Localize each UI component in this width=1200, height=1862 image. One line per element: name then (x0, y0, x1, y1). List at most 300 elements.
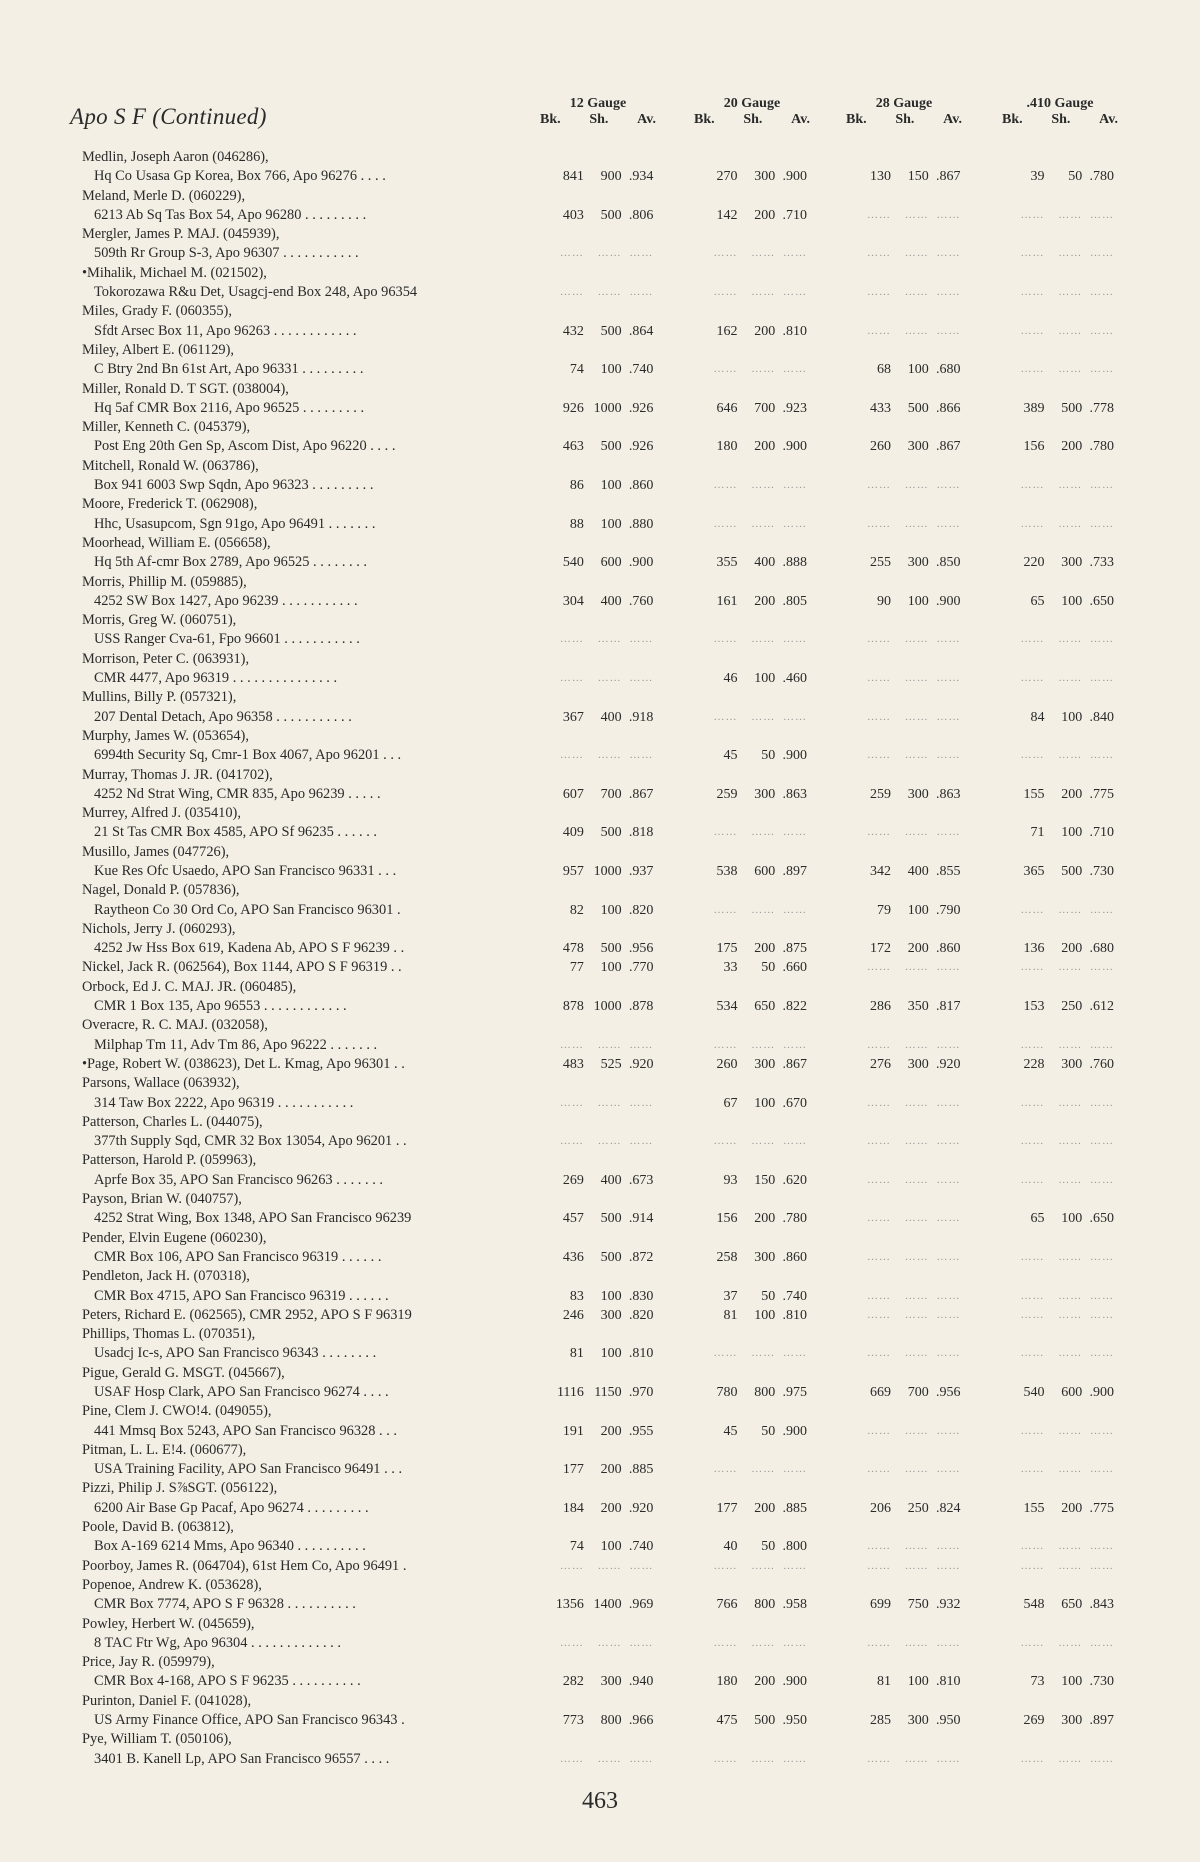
empty-score-dots: …… (782, 363, 807, 376)
empty-score-dots: …… (1020, 208, 1045, 221)
birds-broken: 177 (716, 1500, 738, 1516)
gauge-score (1008, 244, 1114, 263)
gauge-score (855, 1287, 961, 1306)
average: .958 (782, 1597, 807, 1613)
birds-broken: 33 (723, 960, 738, 976)
member-address: CMR Box 106, APO San Francisco 96319 . . . . . . (94, 1248, 382, 1265)
gauge-score (1008, 1344, 1114, 1363)
member-name: Meland, Merle D. (060229), (82, 187, 246, 204)
shots: 300 (907, 1713, 929, 1729)
empty-score-dots: …… (866, 517, 891, 530)
gauge-score (701, 167, 807, 186)
empty-score-dots: …… (1089, 1038, 1114, 1051)
score-row (82, 958, 1162, 977)
member-name: Miller, Kenneth C. (045379), (82, 419, 251, 436)
page-title: Apo S F (Continued) (70, 104, 267, 129)
member-name: Moore, Frederick T. (062908), (82, 496, 258, 513)
score-row (82, 1306, 1162, 1325)
gauge-score (855, 1537, 961, 1556)
shots: 200 (754, 1211, 776, 1227)
member-name: Moorhead, William E. (056658), (82, 534, 271, 551)
empty-score-dots: …… (782, 1636, 807, 1649)
gauge-score (701, 1306, 807, 1325)
gauge-score (548, 862, 654, 881)
empty-score-dots: …… (1020, 286, 1045, 299)
member-name: Morris, Phillip M. (059885), (82, 573, 247, 590)
score-row (82, 901, 1162, 920)
shots: 600 (754, 863, 776, 879)
member-address: Peters, Richard E. (062565), CMR 2952, APO S F 96319 (82, 1306, 412, 1323)
gauge-score (548, 476, 654, 495)
shots: 650 (1061, 1597, 1083, 1613)
gauge-score (548, 997, 654, 1016)
gauge-score (548, 1750, 654, 1769)
shots: 400 (907, 863, 929, 879)
birds-broken: 180 (716, 439, 738, 455)
shots: 100 (600, 1288, 622, 1304)
empty-score-dots: …… (866, 710, 891, 723)
shots: 500 (754, 1713, 776, 1729)
empty-score-dots: …… (1058, 286, 1083, 299)
average: .780 (1089, 169, 1114, 185)
empty-score-dots: …… (782, 286, 807, 299)
empty-score-dots: …… (1020, 479, 1045, 492)
score-row (82, 476, 1162, 495)
average: .900 (1089, 1385, 1114, 1400)
empty-score-dots: …… (936, 1752, 961, 1765)
score-row (82, 437, 1162, 456)
empty-score-dots: …… (629, 1038, 654, 1051)
score-row (82, 1383, 1162, 1402)
member-name: Medlin, Joseph Aaron (046286), (82, 149, 269, 165)
empty-score-dots: …… (936, 1636, 961, 1649)
birds-broken: 180 (716, 1674, 738, 1690)
gauge-score (1008, 785, 1114, 804)
gauge-score (1008, 437, 1114, 456)
empty-score-dots: …… (1089, 1135, 1114, 1148)
member-address: 3401 B. Kanell Lp, APO San Francisco 96557 . . . . (94, 1750, 390, 1767)
average: .822 (782, 999, 807, 1015)
average: .780 (1089, 439, 1114, 455)
score-row (82, 1036, 1162, 1055)
birds-broken: 77 (569, 960, 584, 976)
gauge-score (548, 630, 654, 649)
member-address: 4252 Nd Strat Wing, CMR 835, Apo 96239 . . . . . (94, 785, 381, 802)
list-item (82, 650, 1162, 689)
average: .850 (935, 555, 961, 571)
empty-score-dots: …… (713, 903, 738, 916)
empty-score-dots: …… (751, 1038, 776, 1051)
list-item (82, 611, 1162, 650)
shots: 500 (600, 825, 622, 841)
empty-score-dots: …… (1058, 324, 1083, 337)
birds-broken: 81 (723, 1307, 738, 1323)
list-item (82, 688, 1162, 727)
average: .620 (782, 1172, 807, 1188)
empty-score-dots: …… (597, 672, 622, 685)
empty-score-dots: …… (936, 1559, 961, 1572)
empty-score-dots: …… (1058, 633, 1083, 646)
birds-broken: 463 (562, 439, 584, 455)
birds-broken: 90 (876, 593, 891, 609)
gauge-score (701, 1557, 807, 1576)
empty-score-dots: …… (904, 286, 929, 299)
empty-score-dots: …… (904, 1540, 929, 1553)
average: .920 (628, 1500, 654, 1516)
empty-score-dots: …… (936, 1308, 961, 1321)
average: .775 (1089, 786, 1114, 802)
average: .885 (782, 1500, 807, 1516)
gauge-score (1008, 206, 1114, 225)
birds-broken: 84 (1030, 709, 1045, 725)
gauge-score (1008, 939, 1114, 958)
birds-broken: 538 (716, 863, 738, 879)
shots: 200 (754, 593, 776, 609)
average: .866 (935, 400, 961, 416)
gauge-score (548, 437, 654, 456)
gauge-score (548, 708, 654, 727)
gauge-score (1008, 1750, 1114, 1769)
gauge-score (855, 1383, 961, 1402)
page-number: 463 (582, 1788, 618, 1814)
gauge-score (855, 360, 961, 379)
empty-score-dots: …… (904, 1752, 929, 1765)
empty-score-dots: …… (936, 826, 961, 839)
birds-broken: 184 (562, 1500, 584, 1516)
birds-broken: 228 (1023, 1056, 1045, 1072)
average: .872 (628, 1249, 654, 1265)
average: .740 (628, 362, 654, 378)
empty-score-dots: …… (904, 710, 929, 723)
gauge-score (855, 437, 961, 456)
shots: 100 (1061, 593, 1083, 609)
gauge-score (1008, 1422, 1114, 1441)
birds-broken: 162 (716, 323, 738, 339)
member-address: Milphap Tm 11, Adv Tm 86, Apo 96222 . . . . . . . (94, 1036, 378, 1053)
gauge-score (548, 1248, 654, 1267)
shots: 100 (1061, 709, 1083, 725)
empty-score-dots: …… (782, 1135, 807, 1148)
list-item (82, 457, 1162, 496)
member-name: Pigue, Gerald G. MSGT. (045667), (82, 1364, 285, 1381)
member-address: •Page, Robert W. (038623), Det L. Kmag, Apo 96301 . . (82, 1055, 405, 1072)
member-address: Sfdt Arsec Box 11, Apo 96263 . . . . . . . . . . . . (94, 322, 357, 339)
gauge-score (701, 1248, 807, 1267)
member-name: Powley, Herbert W. (045659), (82, 1615, 255, 1632)
gauge-column-label: Sh. (743, 112, 763, 127)
average: .867 (935, 169, 961, 185)
average: .956 (935, 1385, 961, 1400)
gauge-score (855, 1750, 961, 1769)
gauge-score (701, 1537, 807, 1556)
shots: 1000 (593, 400, 622, 416)
member-address: USA Training Facility, APO San Francisco 96491 . . . (94, 1461, 403, 1478)
gauge-score (701, 1383, 807, 1402)
empty-score-dots: …… (1020, 633, 1045, 646)
shots: 200 (600, 1462, 622, 1478)
gauge-column-label: Av. (1099, 112, 1118, 127)
empty-score-dots: …… (713, 1463, 738, 1476)
average: .956 (628, 941, 654, 957)
gauge-column-label: Av. (791, 112, 810, 127)
member-address: Raytheon Co 30 Ord Co, APO San Francisco 96301 . (94, 901, 401, 918)
gauge-column-label: Av. (637, 112, 656, 127)
list-item (82, 1557, 1162, 1576)
average: .806 (628, 207, 654, 223)
list-item (82, 1190, 1162, 1229)
empty-score-dots: …… (1058, 1038, 1083, 1051)
shots: 400 (600, 593, 622, 609)
empty-score-dots: …… (936, 1289, 961, 1302)
empty-score-dots: …… (713, 286, 738, 299)
list-item (82, 881, 1162, 920)
empty-score-dots: …… (866, 1096, 891, 1109)
average: .867 (628, 786, 654, 802)
shots: 50 (1068, 169, 1083, 185)
empty-score-dots: …… (597, 1636, 622, 1649)
birds-broken: 534 (716, 999, 738, 1015)
gauge-column-label: Bk. (540, 112, 561, 127)
gauge-score (855, 1499, 961, 1518)
empty-score-dots: …… (782, 903, 807, 916)
gauge-score (1009, 1557, 1115, 1576)
shots: 100 (907, 902, 929, 918)
average: .778 (1089, 400, 1114, 416)
empty-score-dots: …… (751, 363, 776, 376)
empty-score-dots: …… (559, 247, 584, 260)
empty-score-dots: …… (1058, 247, 1083, 260)
shots: 100 (1061, 1674, 1083, 1690)
member-name: Musillo, James (047726), (82, 843, 230, 860)
gauge-score (1008, 515, 1114, 534)
average: .830 (628, 1288, 654, 1304)
empty-score-dots: …… (904, 479, 929, 492)
member-address: 4252 SW Box 1427, Apo 96239 . . . . . . . . . . . (94, 592, 358, 609)
gauge-score (1008, 1132, 1114, 1151)
shots: 500 (600, 1211, 622, 1227)
score-row (82, 1422, 1162, 1441)
birds-broken: 81 (569, 1346, 584, 1362)
gauge-score (548, 1094, 654, 1113)
empty-score-dots: …… (1058, 1308, 1083, 1321)
shots: 100 (1061, 825, 1083, 841)
empty-score-dots: …… (904, 1212, 929, 1225)
average: .897 (782, 863, 807, 879)
gauge-score (855, 1055, 961, 1074)
birds-broken: 39 (1030, 169, 1045, 185)
empty-score-dots: …… (1020, 903, 1045, 916)
gauge-score (1008, 1383, 1114, 1402)
empty-score-dots: …… (1058, 1636, 1083, 1649)
average: .900 (628, 555, 654, 571)
gauge-score (548, 1460, 654, 1479)
gauge-score (1008, 901, 1114, 920)
member-address: 314 Taw Box 2222, Apo 96319 . . . . . . . . . . . (94, 1094, 354, 1111)
member-name: Parsons, Wallace (063932), (82, 1075, 240, 1092)
gauge-column-label: Bk. (694, 112, 715, 127)
gauge-score (548, 244, 654, 263)
gauge-score (548, 1306, 654, 1325)
empty-score-dots: …… (904, 749, 929, 762)
gauge-score (701, 785, 807, 804)
gauge-score (548, 1132, 654, 1151)
empty-score-dots: …… (1089, 1463, 1114, 1476)
gauge-score (855, 1557, 961, 1576)
shots: 500 (600, 941, 622, 957)
empty-score-dots: …… (936, 1250, 961, 1263)
gauge-score (701, 1499, 807, 1518)
empty-score-dots: …… (751, 826, 776, 839)
empty-score-dots: …… (1020, 1173, 1045, 1186)
birds-broken: 73 (1030, 1674, 1045, 1690)
shots: 200 (754, 1674, 776, 1690)
empty-score-dots: …… (1058, 1096, 1083, 1109)
member-address: 6994th Security Sq, Cmr-1 Box 4067, Apo 96201 . . . (94, 747, 402, 764)
shots: 750 (907, 1597, 929, 1613)
gauge-score (548, 1036, 654, 1055)
gauge-score (1008, 553, 1114, 572)
birds-broken: 699 (869, 1597, 891, 1613)
gauge-score (855, 901, 961, 920)
member-name: Price, Jay R. (059979), (82, 1654, 215, 1671)
empty-score-dots: …… (751, 1636, 776, 1649)
empty-score-dots: …… (866, 247, 891, 260)
gauge-score (855, 1672, 961, 1691)
score-row (82, 1750, 1162, 1769)
empty-score-dots: …… (904, 1096, 929, 1109)
birds-broken: 83 (569, 1288, 584, 1304)
empty-score-dots: …… (1089, 208, 1114, 221)
average: .926 (628, 439, 654, 455)
score-row (82, 1287, 1162, 1306)
gauge-score (701, 862, 807, 881)
list-item (82, 958, 1162, 977)
empty-score-dots: …… (597, 1559, 622, 1572)
average: .710 (1089, 825, 1114, 841)
list-item (82, 573, 1162, 612)
empty-score-dots: …… (866, 1424, 891, 1437)
empty-score-dots: …… (1089, 903, 1114, 916)
birds-broken: 71 (1030, 825, 1045, 841)
birds-broken: 403 (562, 207, 584, 223)
shots: 200 (754, 323, 776, 339)
birds-broken: 37 (723, 1288, 738, 1304)
shots: 50 (761, 1423, 776, 1439)
empty-score-dots: …… (904, 1289, 929, 1302)
gauge-score (855, 1422, 961, 1441)
average: .660 (782, 960, 807, 976)
empty-score-dots: …… (1089, 1347, 1114, 1360)
average: .810 (935, 1674, 961, 1690)
birds-broken: 432 (562, 323, 584, 339)
empty-score-dots: …… (904, 672, 929, 685)
gauge-score (855, 958, 961, 977)
empty-score-dots: …… (751, 1559, 776, 1572)
empty-score-dots: …… (1020, 1636, 1045, 1649)
empty-score-dots: …… (751, 1463, 776, 1476)
average: .970 (628, 1385, 654, 1400)
average: .673 (628, 1172, 654, 1188)
shots: 200 (754, 207, 776, 223)
score-row (82, 1499, 1162, 1518)
average: .860 (782, 1249, 807, 1265)
birds-broken: 220 (1023, 555, 1045, 571)
empty-score-dots: …… (1089, 286, 1114, 299)
empty-score-dots: …… (1020, 363, 1045, 376)
gauge-score (701, 958, 807, 977)
gauge-score (1009, 1055, 1115, 1074)
empty-score-dots: …… (751, 633, 776, 646)
gauge-score (1008, 1248, 1114, 1267)
empty-score-dots: …… (866, 1135, 891, 1148)
empty-score-dots: …… (751, 247, 776, 260)
shots: 400 (600, 709, 622, 725)
shots: 800 (754, 1597, 776, 1613)
birds-broken: 40 (723, 1539, 738, 1555)
birds-broken: 45 (723, 748, 738, 764)
gauge-score (1008, 283, 1114, 302)
empty-score-dots: …… (866, 1540, 891, 1553)
empty-score-dots: …… (782, 710, 807, 723)
birds-broken: 365 (1023, 863, 1045, 879)
average: .740 (782, 1288, 807, 1304)
empty-score-dots: …… (629, 1559, 654, 1572)
birds-broken: 409 (562, 825, 584, 841)
gauge-score (855, 1595, 961, 1614)
average: .680 (1089, 941, 1114, 957)
average: .900 (782, 1423, 807, 1439)
member-address: CMR 4477, Apo 96319 . . . . . . . . . . . . . . . (94, 670, 338, 687)
empty-score-dots: …… (936, 1424, 961, 1437)
average: .880 (628, 516, 654, 532)
average: .918 (628, 709, 654, 725)
empty-score-dots: …… (713, 363, 738, 376)
member-address: 8 TAC Ftr Wg, Apo 96304 . . . . . . . . . . . . . (94, 1634, 341, 1651)
shots: 100 (754, 671, 776, 687)
score-row (82, 1557, 1162, 1576)
gauge-column-label: Sh. (895, 112, 915, 127)
empty-score-dots: …… (713, 1347, 738, 1360)
shots: 650 (754, 999, 776, 1015)
gauge-column-label: Bk. (1002, 112, 1023, 127)
empty-score-dots: …… (1089, 324, 1114, 337)
member-name: Murphy, James W. (053654), (82, 727, 249, 744)
empty-score-dots: …… (904, 1173, 929, 1186)
shots: 100 (907, 1674, 929, 1690)
average: .975 (782, 1385, 807, 1400)
shots: 100 (754, 1307, 776, 1323)
gauge-score (1008, 1036, 1114, 1055)
list-item (82, 1267, 1162, 1306)
list-item (82, 1441, 1162, 1480)
average: .885 (628, 1462, 654, 1478)
average: .770 (628, 960, 654, 976)
empty-score-dots: …… (936, 672, 961, 685)
member-name: Miley, Albert E. (061129), (82, 341, 235, 358)
list-item (82, 978, 1162, 1017)
empty-score-dots: …… (597, 1096, 622, 1109)
member-name: Murrey, Alfred J. (035410), (82, 805, 241, 822)
gauge-column-label: Sh. (589, 112, 609, 127)
gauge-column-label: Av. (943, 112, 962, 127)
birds-broken: 88 (569, 516, 584, 532)
gauge-score (855, 1248, 961, 1267)
shots: 300 (907, 786, 929, 802)
birds-broken: 259 (716, 786, 738, 802)
empty-score-dots: …… (866, 826, 891, 839)
member-name: Murray, Thomas J. JR. (041702), (82, 766, 273, 783)
empty-score-dots: …… (1089, 1289, 1114, 1302)
